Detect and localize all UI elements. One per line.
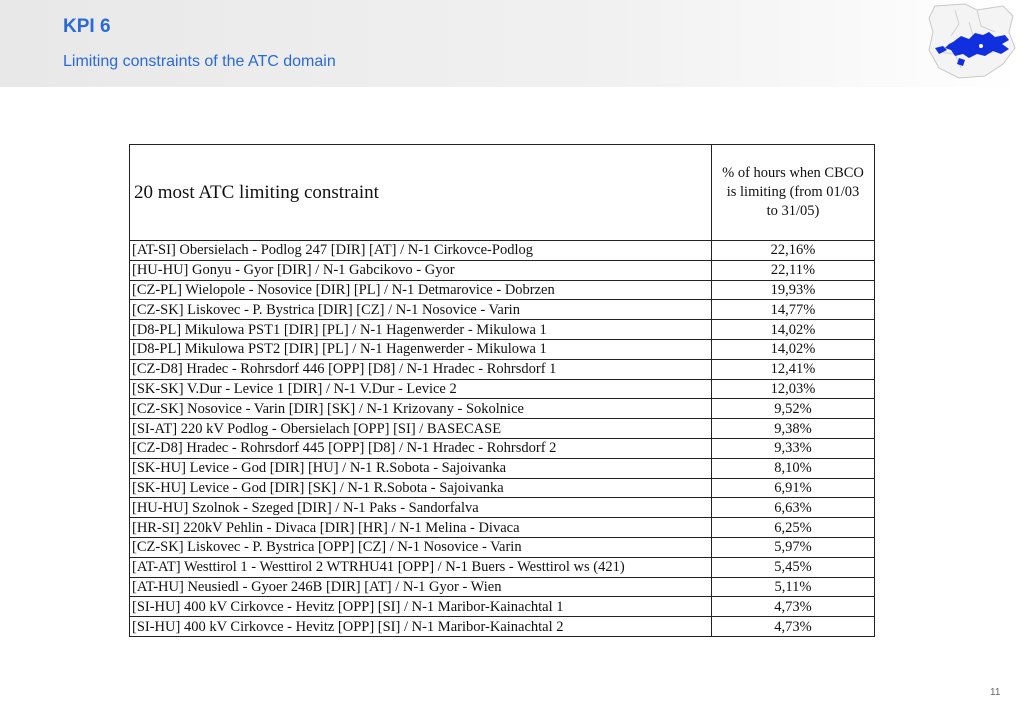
constraint-name: [AT-HU] Neusiedl - Gyoer 246B [DIR] [AT] / N-1 Gyor - Wien — [130, 577, 712, 597]
page-subtitle: Limiting constraints of the ATC domain — [63, 53, 336, 70]
constraint-percent: 6,63% — [712, 498, 875, 518]
constraint-percent: 6,91% — [712, 478, 875, 498]
constraint-percent: 22,11% — [712, 260, 875, 280]
constraint-name: [CZ-SK] Liskovec - P. Bystrica [OPP] [CZ] / N-1 Nosovice - Varin — [130, 537, 712, 557]
table-row — [130, 399, 875, 419]
constraint-name: [SI-AT] 220 kV Podlog - Obersielach [OPP] [SI] / BASECASE — [130, 419, 712, 439]
constraints-table — [129, 144, 875, 637]
constraint-name: [HR-SI] 220kV Pehlin - Divaca [DIR] [HR] / N-1 Melina - Divaca — [130, 518, 712, 538]
constraint-name: [SK-HU] Levice - God [DIR] [HU] / N-1 R.Sobota - Sajoivanka — [130, 458, 712, 478]
constraint-percent: 9,33% — [712, 438, 875, 458]
constraint-percent: 4,73% — [712, 617, 875, 637]
constraint-name: [SI-HU] 400 kV Cirkovce - Hevitz [OPP] [SI] / N-1 Maribor-Kainachtal 1 — [130, 597, 712, 617]
constraint-percent: 14,02% — [712, 320, 875, 340]
constraint-percent: 4,73% — [712, 597, 875, 617]
constraint-name: [SK-SK] V.Dur - Levice 1 [DIR] / N-1 V.Dur - Levice 2 — [130, 379, 712, 399]
constraint-name: [CZ-SK] Nosovice - Varin [DIR] [SK] / N-1 Krizovany - Sokolnice — [130, 399, 712, 419]
constraint-percent: 6,25% — [712, 518, 875, 538]
page-title: KPI 6 — [63, 16, 111, 37]
map-logo-icon — [925, 2, 1017, 80]
table-row — [130, 438, 875, 458]
page-number: 11 — [990, 687, 1001, 698]
constraint-percent: 5,97% — [712, 537, 875, 557]
constraint-name: [CZ-PL] Wielopole - Nosovice [DIR] [PL] / N-1 Detmarovice - Dobrzen — [130, 280, 712, 300]
table-row — [130, 478, 875, 498]
constraint-percent: 5,11% — [712, 577, 875, 597]
table-row — [130, 419, 875, 439]
table-row — [130, 241, 875, 261]
constraint-percent: 5,45% — [712, 557, 875, 577]
header-constraint: 20 most ATC limiting constraint — [130, 145, 712, 241]
constraint-percent: 12,03% — [712, 379, 875, 399]
constraint-percent: 22,16% — [712, 241, 875, 261]
constraint-percent: 9,52% — [712, 399, 875, 419]
constraint-name: [AT-AT] Westtirol 1 - Westtirol 2 WTRHU41 [OPP] / N-1 Buers - Westtirol ws (421) — [130, 557, 712, 577]
constraint-name: [CZ-SK] Liskovec - P. Bystrica [DIR] [CZ] / N-1 Nosovice - Varin — [130, 300, 712, 320]
constraint-percent: 14,77% — [712, 300, 875, 320]
table-row — [130, 320, 875, 340]
constraint-name: [AT-SI] Obersielach - Podlog 247 [DIR] [AT] / N-1 Cirkovce-Podlog — [130, 241, 712, 261]
constraint-name: [CZ-D8] Hradec - Rohrsdorf 445 [OPP] [D8] / N-1 Hradec - Rohrsdorf 2 — [130, 438, 712, 458]
constraint-percent: 14,02% — [712, 339, 875, 359]
constraint-name: [D8-PL] Mikulowa PST2 [DIR] [PL] / N-1 Hagenwerder - Mikulowa 1 — [130, 339, 712, 359]
table-row — [130, 300, 875, 320]
table-row — [130, 458, 875, 478]
constraint-name: [HU-HU] Gonyu - Gyor [DIR] / N-1 Gabcikovo - Gyor — [130, 260, 712, 280]
table-row — [130, 379, 875, 399]
table-row — [130, 280, 875, 300]
header-percent: % of hours when CBCO is limiting (from 01/03 to 31/05) — [712, 145, 875, 241]
constraint-percent: 19,93% — [712, 280, 875, 300]
table-row — [130, 557, 875, 577]
constraint-name: [SK-HU] Levice - God [DIR] [SK] / N-1 R.Sobota - Sajoivanka — [130, 478, 712, 498]
table-row — [130, 359, 875, 379]
table-row — [130, 518, 875, 538]
table-row — [130, 617, 875, 637]
table-row — [130, 498, 875, 518]
constraint-name: [D8-PL] Mikulowa PST1 [DIR] [PL] / N-1 Hagenwerder - Mikulowa 1 — [130, 320, 712, 340]
table-row — [130, 577, 875, 597]
constraint-percent: 12,41% — [712, 359, 875, 379]
table-row — [130, 260, 875, 280]
constraint-percent: 8,10% — [712, 458, 875, 478]
table-row — [130, 597, 875, 617]
table-row — [130, 537, 875, 557]
table-header-row — [130, 145, 875, 241]
constraint-name: [HU-HU] Szolnok - Szeged [DIR] / N-1 Paks - Sandorfalva — [130, 498, 712, 518]
constraint-name: [SI-HU] 400 kV Cirkovce - Hevitz [OPP] [SI] / N-1 Maribor-Kainachtal 2 — [130, 617, 712, 637]
header-banner — [0, 0, 1024, 87]
constraint-percent: 9,38% — [712, 419, 875, 439]
constraint-name: [CZ-D8] Hradec - Rohrsdorf 446 [OPP] [D8] / N-1 Hradec - Rohrsdorf 1 — [130, 359, 712, 379]
table-row — [130, 339, 875, 359]
